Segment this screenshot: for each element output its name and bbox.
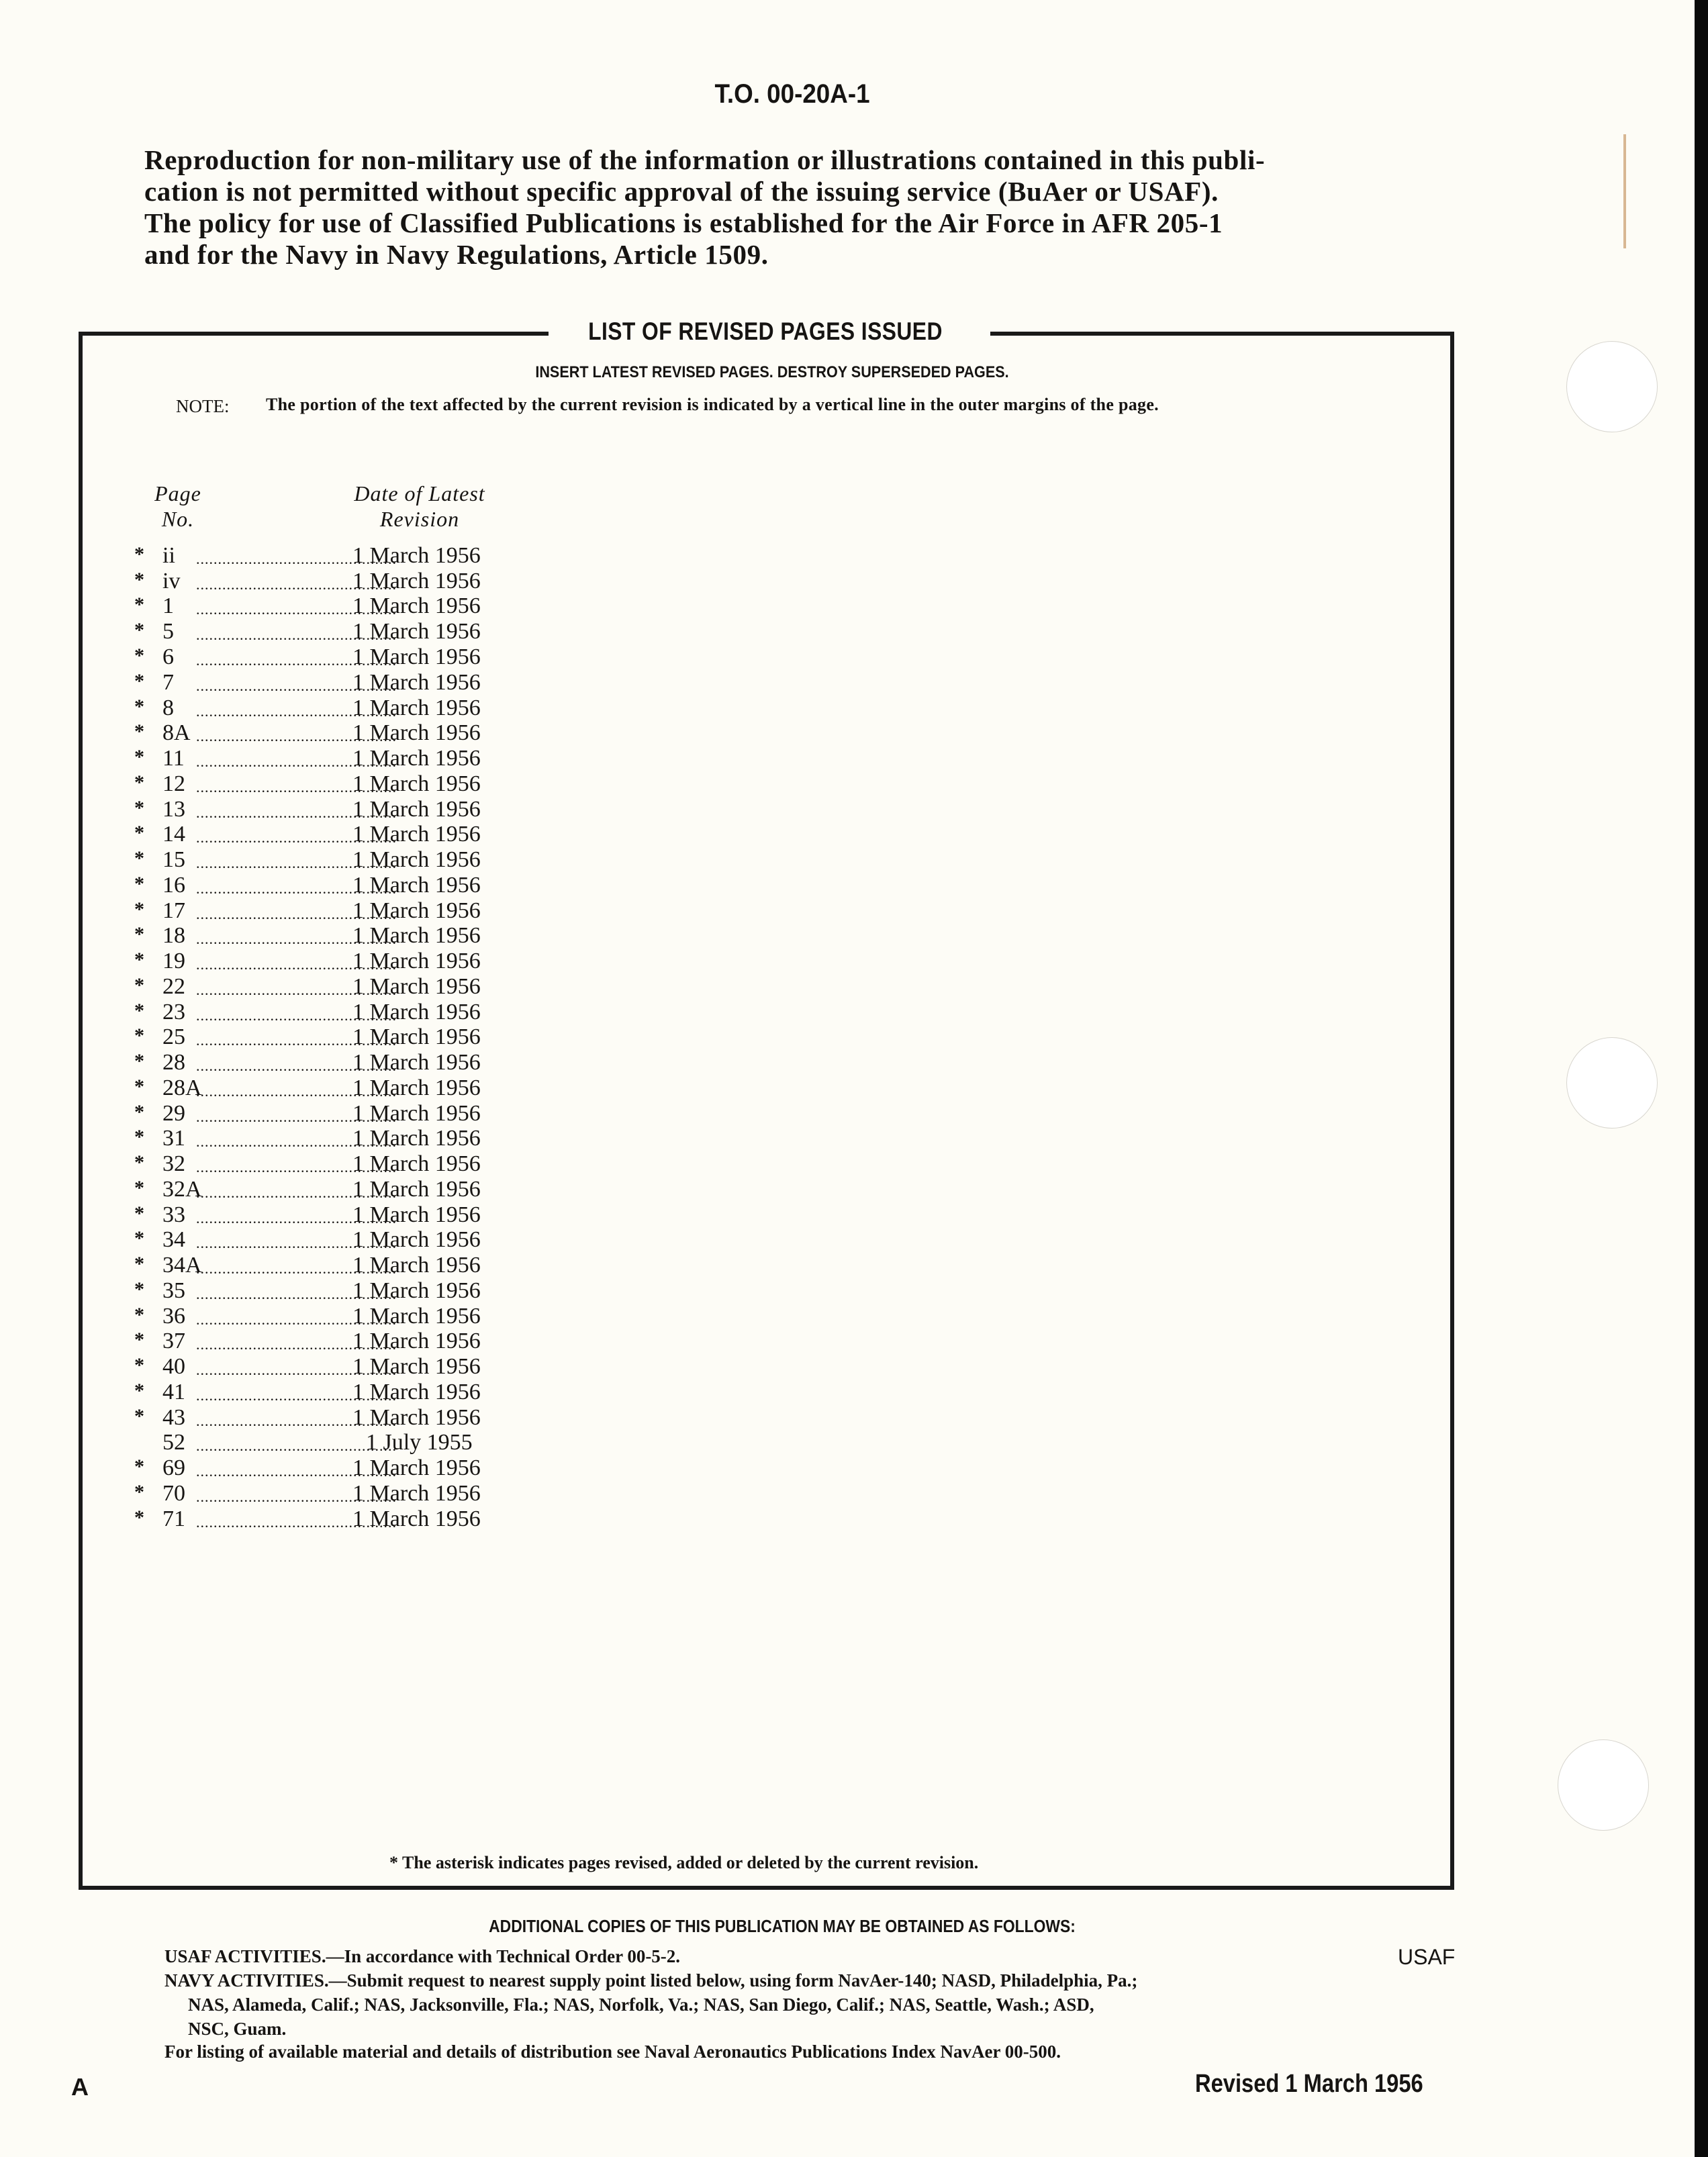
- table-row: [134, 847, 510, 873]
- leader-dots: ..............................................: [196, 880, 397, 897]
- leader-dots: ..............................................: [196, 1387, 397, 1404]
- page-number: 18: [162, 923, 185, 948]
- page-letter: A: [71, 2073, 89, 2101]
- table-row: [134, 720, 510, 746]
- leader-dots: ..............................................: [196, 804, 397, 821]
- page-number: 8A: [162, 720, 191, 745]
- leader-dots: ..............................................: [196, 829, 397, 846]
- leader-dots: ..............................................: [196, 1336, 397, 1353]
- page-number: 34A: [162, 1253, 202, 1278]
- notice-line: Reproduction for non-military use of the information or illustrations contained in this publi-: [144, 144, 1266, 175]
- table-row: [134, 619, 510, 644]
- leader-dots: ..............................................: [196, 1361, 397, 1378]
- usaf-label: USAF: [1398, 1945, 1456, 1969]
- page-number: 17: [162, 898, 185, 923]
- revision-date: 1 March 1956: [352, 746, 481, 771]
- leader-dots: ..............................................: [196, 652, 397, 669]
- page-number: 23: [162, 1000, 185, 1024]
- table-row: [134, 1050, 510, 1075]
- navy-supply-points: NAS, Alameda, Calif.; NAS, Jacksonville, Fla.; NAS, Norfolk, Va.; NAS, San Diego, Calif.; NAS, Seattle, Wash.; ASD,: [188, 1995, 1094, 2015]
- table-row: [134, 1177, 510, 1202]
- column-header-page-no: [144, 481, 211, 532]
- page-number: 69: [162, 1455, 185, 1480]
- leader-dots: ..............................................: [196, 1235, 397, 1251]
- page-number: iv: [162, 569, 181, 593]
- table-row: [134, 1227, 510, 1253]
- revision-date: 1 March 1956: [352, 873, 481, 898]
- revision-date: 1 March 1956: [352, 898, 481, 923]
- box-top-border-right: [990, 332, 1454, 336]
- revision-asterisk: *: [134, 1050, 144, 1072]
- notice-line: The policy for use of Classified Publications is established for the Air Force in AFR 205-1: [144, 207, 1223, 238]
- revision-date: 1 March 1956: [352, 1075, 481, 1100]
- revision-margin-mark: [1623, 134, 1626, 248]
- notice-line: and for the Navy in Navy Regulations, Article 1509.: [144, 239, 769, 270]
- revision-date: 1 March 1956: [352, 619, 481, 644]
- revision-asterisk: *: [134, 1455, 144, 1478]
- table-row: [134, 771, 510, 797]
- revision-date: 1 March 1956: [352, 1481, 481, 1506]
- revision-date: 1 March 1956: [352, 1177, 481, 1202]
- leader-dots: ..............................................: [196, 1437, 397, 1454]
- page-number: 33: [162, 1202, 185, 1227]
- revision-date: 1 March 1956: [352, 1405, 481, 1430]
- page-number: 1: [162, 593, 174, 618]
- revision-date: 1 March 1956: [352, 1506, 481, 1531]
- table-row: [134, 797, 510, 822]
- box-top-border-left: [79, 332, 549, 336]
- table-row: [134, 1000, 510, 1025]
- leader-dots: ..............................................: [196, 601, 397, 618]
- revision-asterisk: *: [134, 543, 144, 565]
- revision-asterisk: *: [134, 1405, 144, 1427]
- table-row: [134, 1506, 510, 1532]
- page-number: 32A: [162, 1177, 202, 1202]
- page-number: 28A: [162, 1075, 202, 1100]
- additional-copies-title: ADDITIONAL COPIES OF THIS PUBLICATION MAY BE OBTAINED AS FOLLOWS:: [489, 1916, 1076, 1936]
- page-number: 15: [162, 847, 185, 872]
- revision-date: 1 March 1956: [352, 771, 481, 796]
- revision-date: 1 March 1956: [352, 593, 481, 618]
- revision-date: 1 March 1956: [352, 1126, 481, 1151]
- leader-dots: ..............................................: [196, 1108, 397, 1125]
- page-number: 29: [162, 1101, 185, 1126]
- page-number: 5: [162, 619, 174, 644]
- punch-hole-middle: [1566, 1037, 1658, 1129]
- page-number: ii: [162, 543, 175, 568]
- table-row: [134, 644, 510, 670]
- table-row: [134, 1304, 510, 1329]
- revision-asterisk: *: [134, 1253, 144, 1275]
- page-number: 13: [162, 797, 185, 822]
- revision-asterisk: *: [134, 949, 144, 971]
- revision-asterisk: *: [134, 644, 144, 667]
- revision-date: 1 March 1956: [352, 797, 481, 822]
- leader-dots: ..............................................: [196, 1159, 397, 1176]
- navy-supply-points-cont: NSC, Guam.: [188, 2019, 287, 2039]
- table-row: [134, 923, 510, 949]
- table-row: [134, 1126, 510, 1151]
- table-row: [134, 1024, 510, 1050]
- leader-dots: ..............................................: [196, 728, 397, 745]
- table-row: [134, 1202, 510, 1228]
- leader-dots: ..............................................: [196, 1311, 397, 1328]
- revision-date: 1 March 1956: [352, 974, 481, 999]
- leader-dots: ..............................................: [196, 1463, 397, 1480]
- revision-asterisk: *: [134, 873, 144, 895]
- leader-dots: ..............................................: [196, 1412, 397, 1429]
- punch-hole-bottom: [1558, 1739, 1649, 1831]
- page-number: 8: [162, 696, 174, 720]
- leader-dots: ..............................................: [196, 1210, 397, 1227]
- page-number: 34: [162, 1227, 185, 1252]
- revision-asterisk: *: [134, 1227, 144, 1249]
- revision-date: 1 March 1956: [352, 923, 481, 948]
- table-row: [134, 593, 510, 619]
- table-row: [134, 746, 510, 771]
- revision-asterisk: *: [134, 569, 144, 591]
- table-row: [134, 1101, 510, 1127]
- revision-date: 1 March 1956: [352, 1101, 481, 1126]
- revision-date: 1 March 1956: [352, 1380, 481, 1404]
- table-row: [134, 1430, 510, 1455]
- revision-asterisk: *: [134, 771, 144, 794]
- page-number: 11: [162, 746, 185, 771]
- revision-date: 1 March 1956: [352, 1354, 481, 1379]
- revision-date: 1 March 1956: [352, 1227, 481, 1252]
- revision-date: 1 March 1956: [352, 569, 481, 593]
- revision-asterisk: *: [134, 1177, 144, 1199]
- reproduction-notice: [144, 144, 1413, 271]
- table-row: [134, 974, 510, 1000]
- table-row: [134, 1151, 510, 1177]
- page-number: 16: [162, 873, 185, 898]
- revision-date: 1 July 1955: [366, 1430, 473, 1455]
- table-row: [134, 1253, 510, 1278]
- revision-date: 1 March 1956: [352, 949, 481, 973]
- punch-hole-top: [1566, 341, 1658, 432]
- table-row: [134, 1075, 510, 1101]
- technical-order-number: T.O. 00-20A-1: [714, 79, 870, 109]
- leader-dots: ..............................................: [196, 677, 397, 694]
- revision-asterisk: *: [134, 1000, 144, 1022]
- table-row: [134, 1329, 510, 1354]
- revision-asterisk: *: [134, 898, 144, 920]
- revision-date: 1 March 1956: [352, 1329, 481, 1353]
- page-number: 7: [162, 670, 174, 695]
- revision-date: 1 March 1956: [352, 1278, 481, 1303]
- revision-asterisk: *: [134, 1329, 144, 1351]
- column-header-date-of-latest: Date of Latest: [354, 481, 485, 506]
- leader-dots: ..............................................: [196, 930, 397, 947]
- revision-date: 1 March 1956: [352, 1304, 481, 1329]
- page-number: 28: [162, 1050, 185, 1075]
- page-number: 6: [162, 644, 174, 669]
- listing-reference: For listing of available material and details of distribution see Naval Aeronautics Publications Index NavAer 00-500.: [164, 2042, 1061, 2062]
- revision-date: 1 March 1956: [352, 847, 481, 872]
- leader-dots: ..............................................: [196, 1184, 397, 1201]
- table-row: [134, 1354, 510, 1380]
- page-number: 14: [162, 822, 185, 847]
- revision-date-footer: Revised 1 March 1956: [1195, 2070, 1423, 2098]
- revision-asterisk: *: [134, 923, 144, 945]
- table-row: [134, 949, 510, 974]
- leader-dots: ..............................................: [196, 981, 397, 998]
- revision-asterisk: *: [134, 720, 144, 742]
- revision-date: 1 March 1956: [352, 1024, 481, 1049]
- page-number: 25: [162, 1024, 185, 1049]
- revision-asterisk: *: [134, 1304, 144, 1326]
- revision-asterisk: *: [134, 619, 144, 641]
- page-number: 36: [162, 1304, 185, 1329]
- column-header-revision: Revision: [379, 507, 460, 531]
- revision-asterisk: *: [134, 1202, 144, 1225]
- revision-date: 1 March 1956: [352, 1151, 481, 1176]
- table-row: [134, 898, 510, 924]
- leader-dots: ..............................................: [196, 1032, 397, 1049]
- leader-dots: ..............................................: [196, 1133, 397, 1150]
- table-row: [134, 1380, 510, 1405]
- revision-asterisk: *: [134, 670, 144, 692]
- revision-date: 1 March 1956: [352, 1202, 481, 1227]
- page-number: 52: [162, 1430, 185, 1455]
- page-number: 35: [162, 1278, 185, 1303]
- page-number: 37: [162, 1329, 185, 1353]
- revised-pages-title: LIST OF REVISED PAGES ISSUED: [563, 318, 967, 346]
- column-header-page: Page: [154, 481, 201, 506]
- table-row: [134, 1481, 510, 1506]
- table-row: [134, 873, 510, 898]
- revision-date: 1 March 1956: [352, 720, 481, 745]
- leader-dots: ..............................................: [196, 956, 397, 973]
- page-number: 32: [162, 1151, 185, 1176]
- table-row: [134, 670, 510, 696]
- leader-dots: ..............................................: [196, 855, 397, 871]
- revision-date: 1 March 1956: [352, 1253, 481, 1278]
- table-row: [134, 696, 510, 721]
- leader-dots: ..............................................: [196, 1007, 397, 1024]
- revision-asterisk: *: [134, 1126, 144, 1148]
- revision-date: 1 March 1956: [352, 1050, 481, 1075]
- page-number: 19: [162, 949, 185, 973]
- revision-date: 1 March 1956: [352, 1000, 481, 1024]
- revision-asterisk: *: [134, 1101, 144, 1123]
- leader-dots: ..............................................: [196, 1514, 397, 1531]
- table-row: [134, 1278, 510, 1304]
- leader-dots: ..............................................: [196, 1260, 397, 1277]
- revision-date: 1 March 1956: [352, 543, 481, 568]
- leader-dots: ..............................................: [196, 753, 397, 770]
- note-label: NOTE:: [176, 396, 230, 416]
- leader-dots: ..............................................: [196, 906, 397, 922]
- leader-dots: ..............................................: [196, 779, 397, 796]
- revision-date: 1 March 1956: [352, 670, 481, 695]
- asterisk-footnote: * The asterisk indicates pages revised, added or deleted by the current revision.: [389, 1853, 979, 1872]
- revision-date: 1 March 1956: [352, 822, 481, 847]
- leader-dots: ..............................................: [196, 1488, 397, 1505]
- revision-asterisk: *: [134, 974, 144, 996]
- leader-dots: ..............................................: [196, 1083, 397, 1100]
- usaf-activities: USAF ACTIVITIES.—In accordance with Technical Order 00-5-2.: [164, 1946, 681, 1966]
- leader-dots: ..............................................: [196, 550, 397, 567]
- revision-asterisk: *: [134, 746, 144, 768]
- revision-asterisk: *: [134, 847, 144, 869]
- scan-page-edge: [1695, 0, 1708, 2157]
- revision-asterisk: *: [134, 1278, 144, 1300]
- leader-dots: ..............................................: [196, 1057, 397, 1074]
- page-number: 70: [162, 1481, 185, 1506]
- page-number: 41: [162, 1380, 185, 1404]
- note-text: The portion of the text affected by the current revision is indicated by a vertical line in the outer margins of the page.: [266, 395, 1159, 414]
- revision-asterisk: *: [134, 822, 144, 844]
- insert-instruction: INSERT LATEST REVISED PAGES. DESTROY SUPERSEDED PAGES.: [535, 363, 1009, 381]
- navy-activities: NAVY ACTIVITIES.—Submit request to nearest supply point listed below, using form NavAer-140; NASD, Philadelphia, Pa.;: [164, 1970, 1138, 1991]
- revision-date: 1 March 1956: [352, 1455, 481, 1480]
- table-row: [134, 569, 510, 594]
- leader-dots: ..............................................: [196, 626, 397, 643]
- revision-asterisk: *: [134, 797, 144, 819]
- revision-asterisk: *: [134, 1024, 144, 1047]
- column-header-date: [329, 481, 510, 532]
- revision-asterisk: *: [134, 696, 144, 718]
- notice-line: cation is not permitted without specific approval of the issuing service (BuAer or USAF).: [144, 176, 1219, 207]
- table-row: [134, 1455, 510, 1481]
- leader-dots: ..............................................: [196, 576, 397, 593]
- table-row: [134, 1405, 510, 1431]
- page-number: 31: [162, 1126, 185, 1151]
- revision-date: 1 March 1956: [352, 644, 481, 669]
- revision-asterisk: *: [134, 1075, 144, 1098]
- revision-asterisk: *: [134, 1481, 144, 1503]
- page-number: 71: [162, 1506, 185, 1531]
- page-number: 43: [162, 1405, 185, 1430]
- revision-asterisk: *: [134, 1354, 144, 1376]
- page-number: 12: [162, 771, 185, 796]
- revision-asterisk: *: [134, 1506, 144, 1529]
- leader-dots: ..............................................: [196, 703, 397, 720]
- table-row: [134, 543, 510, 569]
- revision-asterisk: *: [134, 1151, 144, 1173]
- revision-asterisk: *: [134, 593, 144, 616]
- column-header-no: No.: [161, 507, 195, 531]
- revision-asterisk: *: [134, 1380, 144, 1402]
- leader-dots: ..............................................: [196, 1286, 397, 1302]
- page-number: 22: [162, 974, 185, 999]
- table-row: [134, 822, 510, 847]
- revision-date: 1 March 1956: [352, 696, 481, 720]
- page-number: 40: [162, 1354, 185, 1379]
